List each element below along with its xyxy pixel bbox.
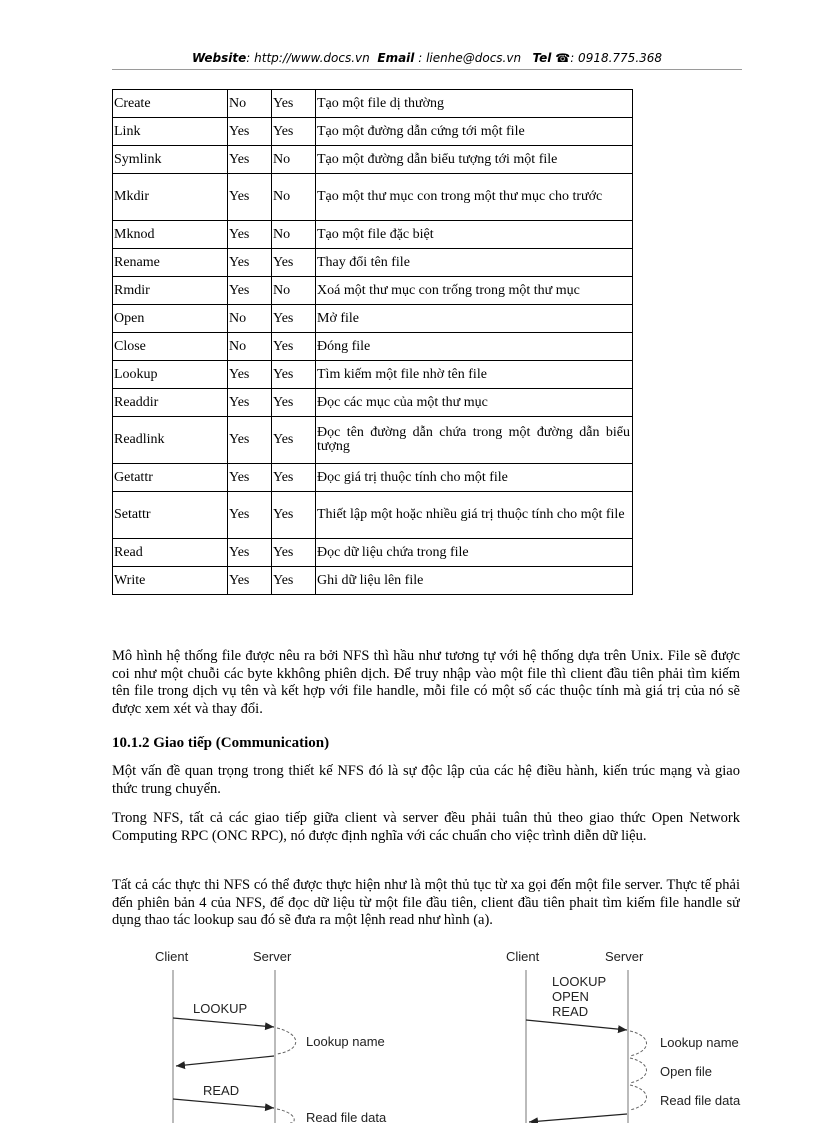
server-label: Server (253, 949, 292, 964)
read-process-curve-b (630, 1085, 647, 1110)
table-row (113, 333, 633, 361)
operation-cell: Read (113, 539, 228, 567)
table-row (113, 567, 633, 595)
nfsv3-cell: No (228, 305, 272, 333)
client-label: Client (155, 949, 189, 964)
operation-cell: Readdir (113, 389, 228, 417)
operation-cell: Rename (113, 249, 228, 277)
table-row (113, 146, 633, 174)
paragraph-file-model: Mô hình hệ thống file được nêu ra bởi NFS thì hầu như tương tự với hệ thống dựa trên Unix. File sẽ được coi như một chuỗi các byte kkhông phiên dịch. Để truy nhập vào một file thì client đầu tiên phải tìm kiếm tên file trong dịch vụ tên và kết hợp với file handle, mỗi file có một số các thuộc tính mà giá trị của nó sẽ được xem xét và thay đổi. (112, 648, 740, 717)
lookup-process-label: Lookup name (306, 1034, 385, 1049)
section-heading: 10.1.2 Giao tiếp (Communication) (112, 735, 330, 751)
nfsv4-cell: Yes (272, 464, 316, 492)
client-label-b: Client (506, 949, 540, 964)
nfsv3-cell: Yes (228, 221, 272, 249)
nfsv3-cell: Yes (228, 417, 272, 464)
nfsv3-cell: Yes (228, 567, 272, 595)
read-message-label: READ (203, 1083, 240, 1098)
table-row (113, 90, 633, 118)
lookup-reply-arrow (176, 1056, 274, 1066)
lookup-process-curve-b (630, 1031, 647, 1056)
description-cell: Tạo một đường dẫn cứng tới một file (316, 118, 633, 146)
compound-request-arrow (526, 1020, 627, 1030)
nfsv4-cell: No (272, 221, 316, 249)
nfsv4-cell: Yes (272, 417, 316, 464)
paragraph-onc-rpc: Trong NFS, tất cả các giao tiếp giữa client và server đều phải tuân thủ theo giao thức Open Network Computing RPC (ONC RPC), nó được định nghĩa với các chuẩn cho việc trình diễn dữ liệu. (112, 810, 740, 844)
operation-cell: Create (113, 90, 228, 118)
nfsv4-cell: Yes (272, 118, 316, 146)
table-row (113, 361, 633, 389)
nfsv4-cell: Yes (272, 539, 316, 567)
compound-reply-arrow (529, 1114, 627, 1122)
server-label-b: Server (605, 949, 644, 964)
nfsv4-cell: Yes (272, 361, 316, 389)
tel-label: Tel (532, 51, 552, 65)
operation-cell: Getattr (113, 464, 228, 492)
operation-cell: Lookup (113, 361, 228, 389)
read-process-label: Read file data (306, 1110, 387, 1123)
description-cell: Tìm kiếm một file nhờ tên file (316, 361, 633, 389)
phone-icon: ☎ (555, 51, 571, 65)
operation-cell: Setattr (113, 492, 228, 539)
nfsv3-cell: Yes (228, 277, 272, 305)
description-cell: Tạo một thư mục con trong một thư mục cho trước (316, 174, 633, 221)
lookup-message-label: LOOKUP (193, 1001, 248, 1016)
operation-cell: Readlink (113, 417, 228, 464)
nfs-operations-table (112, 89, 633, 595)
nfsv4-cell: No (272, 174, 316, 221)
operation-cell: Symlink (113, 146, 228, 174)
description-cell: Tạo một file đặc biệt (316, 221, 633, 249)
nfsv4-cell: Yes (272, 492, 316, 539)
table-row (113, 464, 633, 492)
table-row (113, 539, 633, 567)
lookup-message-label-b: LOOKUP (552, 974, 607, 989)
nfsv3-cell: Yes (228, 389, 272, 417)
page-header (112, 51, 742, 65)
nfsv4-cell: Yes (272, 567, 316, 595)
nfsv3-cell: Yes (228, 249, 272, 277)
diagram-b (506, 949, 741, 1123)
nfsv4-cell: Yes (272, 249, 316, 277)
operation-cell: Write (113, 567, 228, 595)
description-cell: Tạo một đường dẫn biểu tượng tới một file (316, 146, 633, 174)
diagram-a (155, 949, 387, 1123)
operation-cell: Close (113, 333, 228, 361)
nfsv3-cell: Yes (228, 539, 272, 567)
read-message-label-b: READ (552, 1004, 589, 1019)
operation-cell: Rmdir (113, 277, 228, 305)
table-row (113, 174, 633, 221)
description-cell: Đọc giá trị thuộc tính cho một file (316, 464, 633, 492)
read-process-curve (277, 1109, 294, 1123)
table-body (113, 90, 633, 595)
nfsv3-cell: Yes (228, 361, 272, 389)
lookup-request-arrow (173, 1018, 274, 1027)
table-row (113, 389, 633, 417)
description-cell: Mở file (316, 305, 633, 333)
nfsv4-cell: Yes (272, 305, 316, 333)
nfsv3-cell: Yes (228, 118, 272, 146)
website-label: Website (191, 51, 247, 65)
description-cell: Đọc tên đường dẫn chứa trong một đường dẫn biểu tượng (316, 417, 633, 464)
header-divider (112, 69, 742, 70)
description-cell: Đóng file (316, 333, 633, 361)
open-process-curve-b (630, 1058, 647, 1083)
description-cell: Đọc dữ liệu chứa trong file (316, 539, 633, 567)
nfsv4-cell: Yes (272, 90, 316, 118)
lookup-process-label-b: Lookup name (660, 1035, 739, 1050)
table-row (113, 305, 633, 333)
nfsv4-cell: No (272, 277, 316, 305)
paragraph-remote-procedure: Tất cả các thực thi NFS có thể được thực hiện như là một thủ tục từ xa gọi đến một file server. Thực tế phải đến phiên bản 4 của NFS, để đọc dữ liệu từ một file đầu tiên, client đầu tiên phait tìm kiếm file handle sử dụng thao tác lookup sau đó sẽ đưa ra một lệnh read như hình (a). (112, 877, 740, 928)
read-process-label-b: Read file data (660, 1093, 741, 1108)
nfs-rpc-diagram (0, 938, 816, 1123)
paragraph-independence: Một vấn đề quan trọng trong thiết kế NFS đó là sự độc lập của các hệ điều hành, kiến trúc mạng và giao thức trung chuyển. (112, 763, 740, 797)
operation-cell: Open (113, 305, 228, 333)
description-cell: Ghi dữ liệu lên file (316, 567, 633, 595)
nfsv3-cell: Yes (228, 464, 272, 492)
description-cell: Đọc các mục của một thư mục (316, 389, 633, 417)
email-label: Email (377, 51, 415, 65)
description-cell: Thay đổi tên file (316, 249, 633, 277)
nfsv3-cell: Yes (228, 492, 272, 539)
operation-cell: Mknod (113, 221, 228, 249)
email-value[interactable]: : lienhe@docs.vn (418, 51, 522, 65)
tel-value: : 0918.775.368 (570, 51, 663, 65)
nfsv3-cell: Yes (228, 146, 272, 174)
description-cell: Xoá một thư mục con trống trong một thư mục (316, 277, 633, 305)
website-value[interactable]: : http://www.docs.vn (246, 51, 370, 65)
nfsv3-cell: No (228, 90, 272, 118)
open-message-label-b: OPEN (552, 989, 589, 1004)
description-cell: Thiết lập một hoặc nhiều giá trị thuộc tính cho một file (316, 492, 633, 539)
nfsv4-cell: No (272, 146, 316, 174)
open-process-label-b: Open file (660, 1064, 713, 1079)
read-request-arrow (173, 1099, 274, 1108)
table-row (113, 118, 633, 146)
lookup-process-curve (277, 1028, 296, 1054)
table-row (113, 221, 633, 249)
table-row (113, 249, 633, 277)
table-row (113, 417, 633, 464)
table-row (113, 277, 633, 305)
operation-cell: Mkdir (113, 174, 228, 221)
nfsv4-cell: Yes (272, 333, 316, 361)
nfsv3-cell: Yes (228, 174, 272, 221)
table-row (113, 492, 633, 539)
description-cell: Tạo một file dị thường (316, 90, 633, 118)
nfsv3-cell: No (228, 333, 272, 361)
nfsv4-cell: Yes (272, 389, 316, 417)
operation-cell: Link (113, 118, 228, 146)
